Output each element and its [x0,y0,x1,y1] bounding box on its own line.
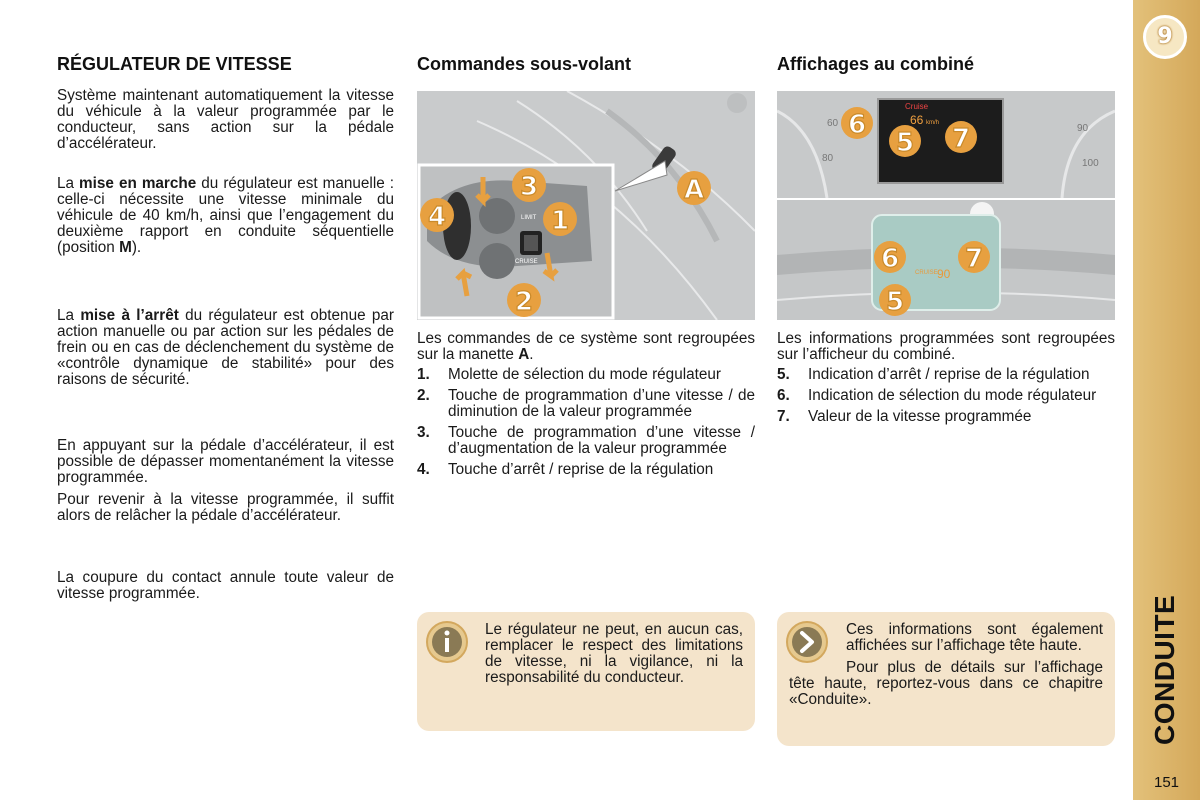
controls-list [417,367,755,483]
info-callout-text: Le régulateur ne peut, en aucun cas, remplacer le respect des limitations de vitesse, ni la vigilance, ni la responsabilité du conducteur. [485,621,743,686]
section-heading: Commandes sous-volant [417,54,632,74]
screen-mode: Cruise [905,102,929,111]
headup-display-illustration [777,200,1115,320]
info-callout [417,612,755,731]
svg-text:6: 6 [848,110,867,140]
svg-text:7: 7 [952,124,971,154]
list-item: 6. Indication de sélection du mode régulateur [777,387,1097,404]
badge-4 [420,198,454,232]
paragraph-ignition: La coupure du contact annule toute valeur de vitesse programmée. [57,569,394,602]
list-item: 3. Touche de programmation d’une vitesse / d’augmentation de la valeur programmée [417,424,755,457]
steering-controls-illustration [417,91,755,320]
badge-1 [543,202,577,236]
svg-text:7: 7 [965,244,984,274]
paragraph-activation: La mise en marche du régulateur est manuelle : celle-ci nécessite une vitesse minimale du véhicule de 40 km/h, ainsi que l’engagement du deuxième rapport en conduite séquentielle (position M). [57,175,395,256]
svg-text:6: 6 [881,244,900,274]
screen-speed: 66 [910,113,924,127]
limit-label: LIMIT [521,215,537,221]
chapter-number: 9 [1157,24,1173,49]
badge-A [677,171,711,205]
svg-text:A: A [684,175,705,205]
chapter-title: CONDUITE [1149,594,1180,745]
paragraph-controls-intro: Les commandes de ce système sont regroupées sur la manette A. [417,330,755,363]
section-heading: RÉGULATEUR DE VITESSE [57,54,292,74]
cluster-display-illustration [777,91,1115,198]
tip-callout-detail: Pour plus de détails sur l’affichage tête haute, reportez-vous dans ce chapitre «Conduite». [789,659,1103,708]
svg-text:80: 80 [822,153,834,164]
tip-callout-text: Ces informations sont également affichées sur l’affichage tête haute. Pour plus de détails sur l’affichage tête haute, reportez-vous dans ce chapitre «Conduite». [789,621,1103,708]
svg-text:100: 100 [1082,158,1099,169]
section-heading: Affichages au combiné [777,54,975,74]
paragraph-intro: Système maintenant automatiquement la vitesse du véhicule à la valeur programmée par le conducteur, sans action sur la pédale d’accélérateur. [57,87,394,152]
list-item: 1. Molette de sélection du mode régulateur [417,366,721,383]
svg-text:60: 60 [827,118,839,129]
list-item: 4. Touche d’arrêt / reprise de la régulation [417,461,714,478]
svg-text:90: 90 [1077,123,1089,134]
svg-text:5: 5 [886,287,905,317]
paragraph-display-intro: Les informations programmées sont regroupées sur l’afficheur du combiné. [777,330,1115,363]
page-number: 151 [1153,774,1180,791]
tip-callout [777,612,1115,746]
svg-text:3: 3 [520,172,539,202]
steering-controls-drawing [417,91,755,320]
svg-text:km/h: km/h [926,120,940,126]
svg-text:1: 1 [551,206,570,236]
hud-speed: 90 [937,267,951,281]
badge-2 [507,283,541,317]
svg-text:2: 2 [515,287,534,317]
paragraph-return: Pour revenir à la vitesse programmée, il suffit alors de relâcher la pédale d’accélérateur. [57,491,394,524]
list-item: 7. Valeur de la vitesse programmée [777,408,1032,425]
chapter-badge [1143,15,1187,59]
paragraph-accelerator: En appuyant sur la pédale d’accélérateur, il est possible de dépasser momentanément la vitesse programmée. [57,437,394,486]
paragraph-deactivation: La mise à l’arrêt du régulateur est obtenue par action manuelle ou par action sur les pédales de frein ou en cas de déclenchement du système de «contrôle dynamique de stabilité» pour des raisons de sécurité. [57,307,394,388]
hud-mode: CRUISE [915,270,938,276]
headup-drawing [777,200,1115,320]
cruise-label: CRUISE [515,259,538,265]
display-list [777,367,1115,430]
list-item: 5. Indication d’arrêt / reprise de la régulation [777,366,1090,383]
svg-text:4: 4 [428,202,447,232]
cluster-drawing [777,91,1115,198]
svg-text:5: 5 [896,128,915,158]
badge-3 [512,168,546,202]
list-item: 2. Touche de programmation d’une vitesse / de diminution de la valeur programmée [417,387,755,420]
